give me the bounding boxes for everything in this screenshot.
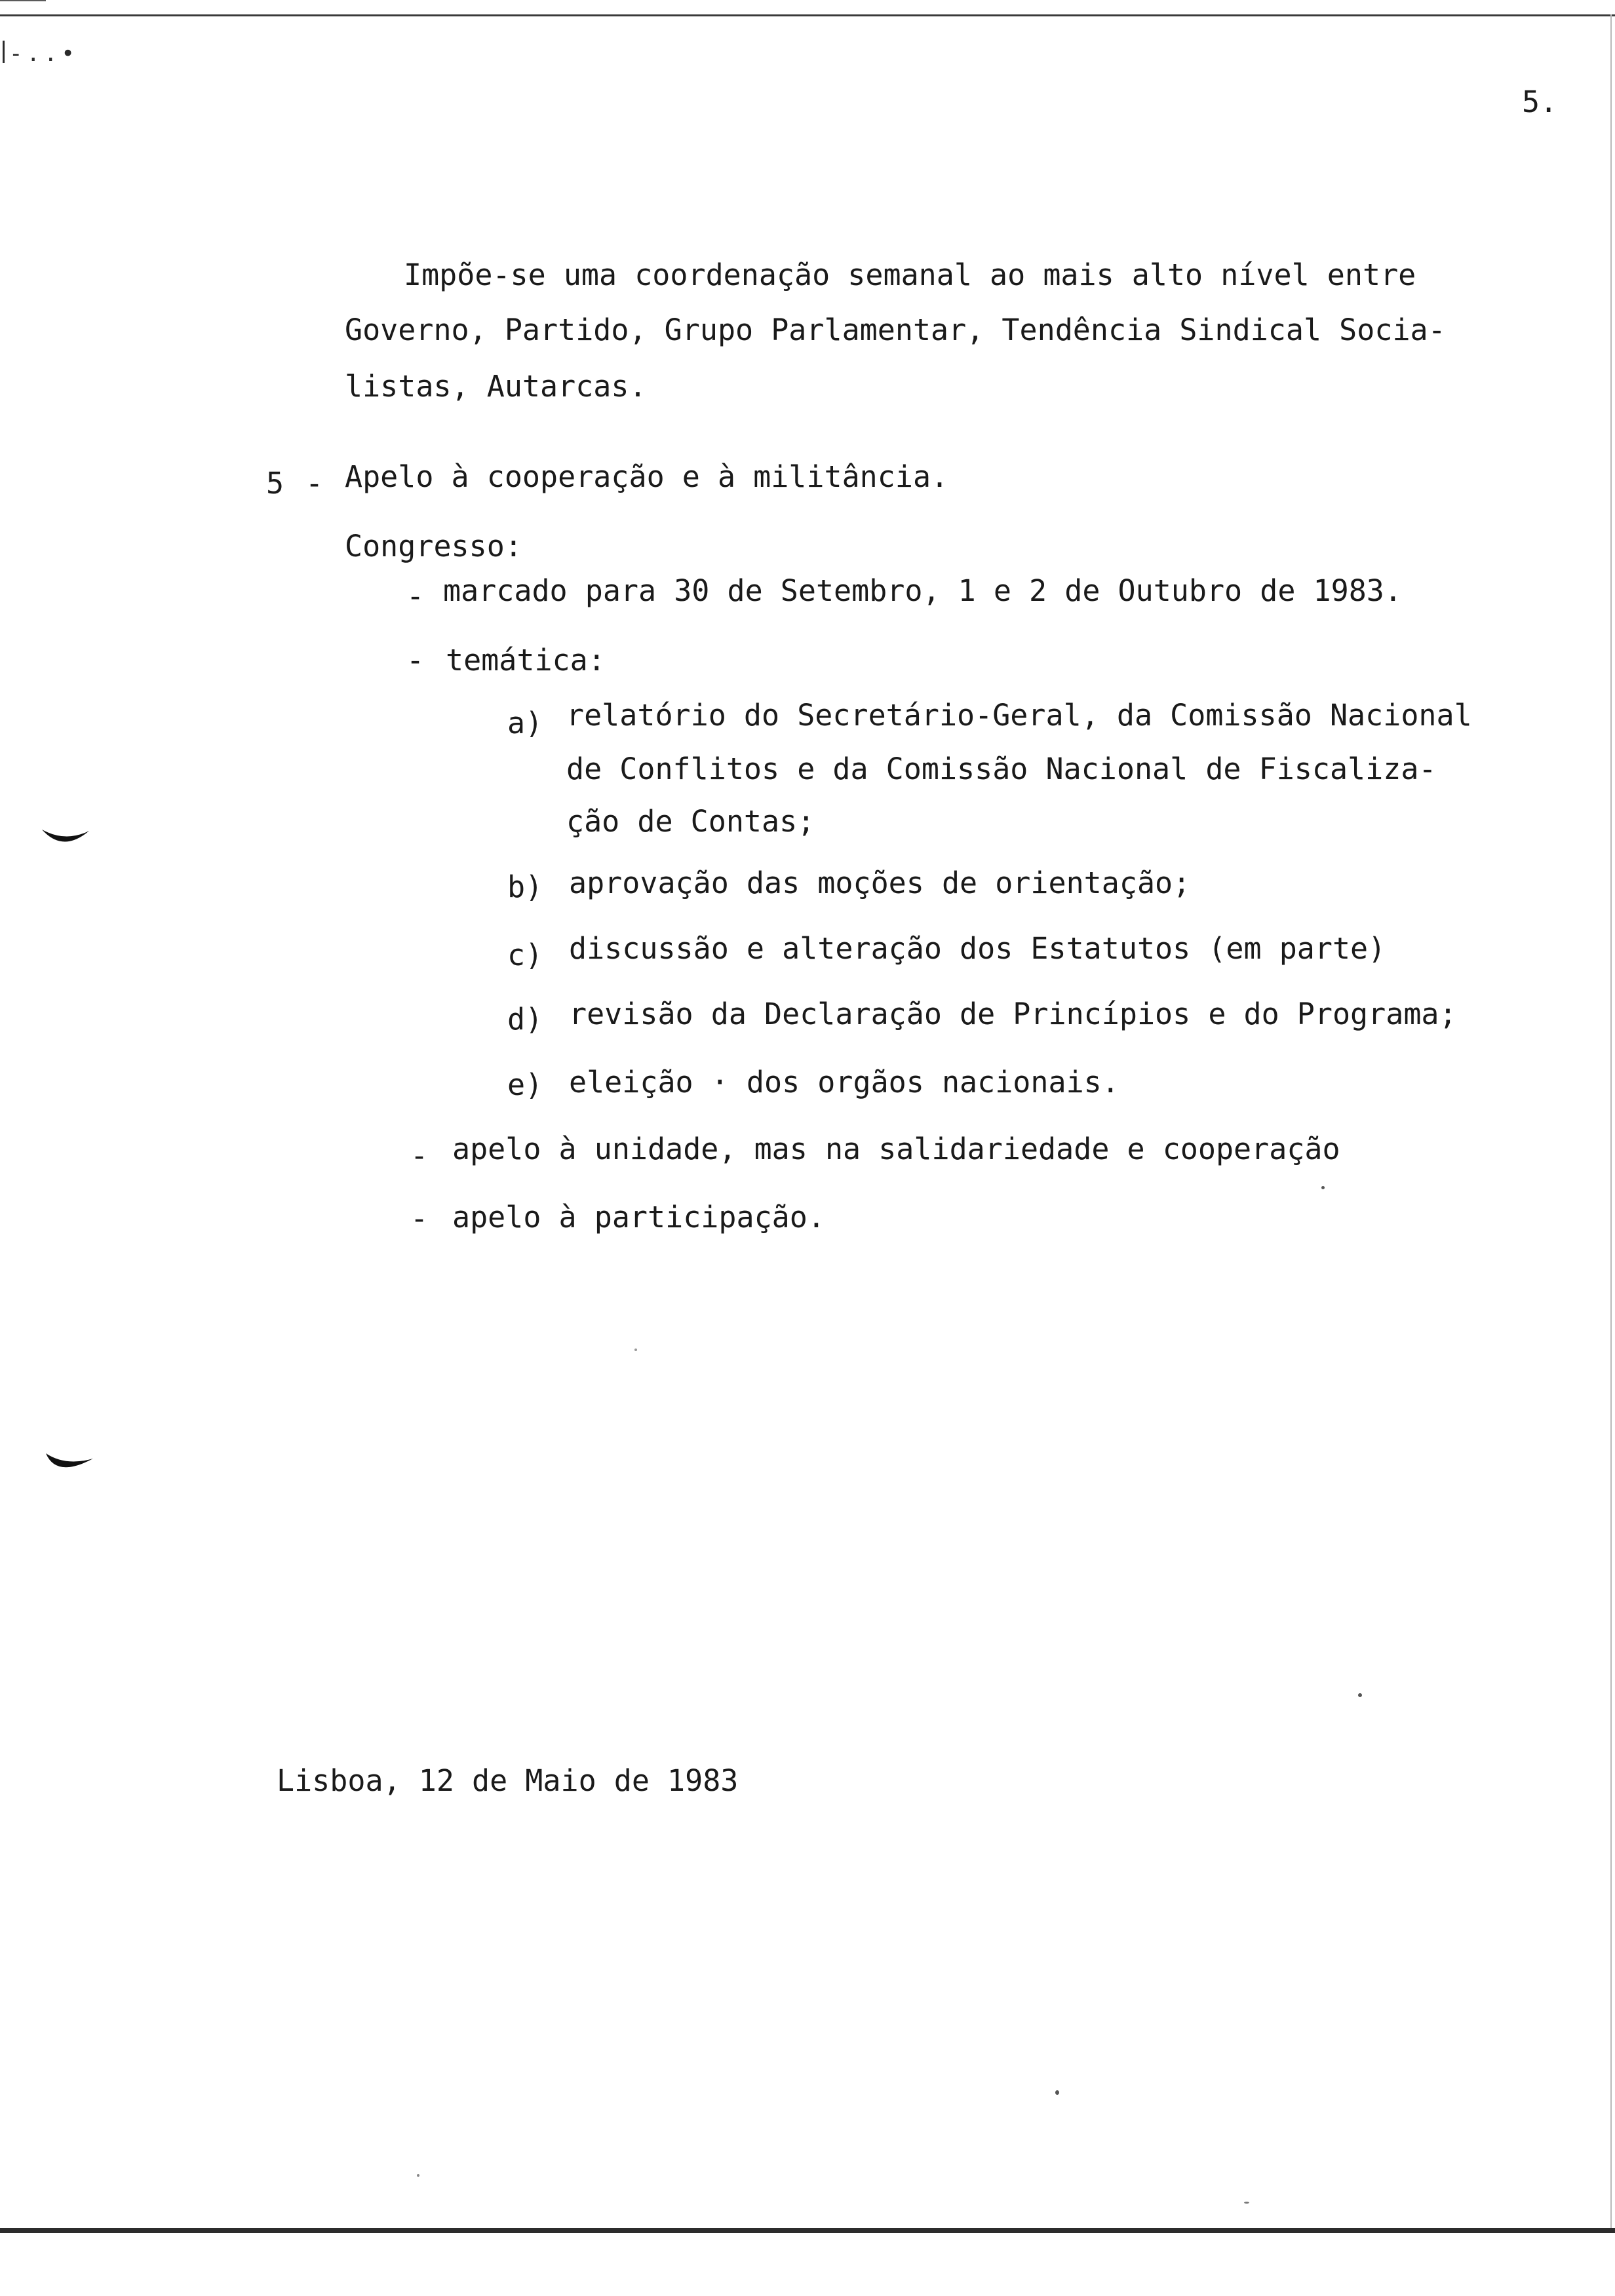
scan-speck <box>417 2174 419 2177</box>
bullet-dash: - <box>410 1138 429 1173</box>
section-dash: - <box>305 466 324 501</box>
topic-d: revisão da Declaração de Princípios e do Programa; <box>569 997 1457 1031</box>
list-marker-b: b) <box>507 870 543 904</box>
intro-paragraph-line: Impõe-se uma coordenação semanal ao mais alto nível entre <box>404 258 1416 292</box>
topic-a-line: relatório do Secretário-Geral, da Comissão Nacional <box>566 698 1472 733</box>
congresso-label: Congresso: <box>345 529 522 564</box>
scan-speck <box>634 1349 637 1351</box>
scan-speck <box>1321 1186 1325 1189</box>
scan-speck <box>1358 1693 1362 1697</box>
scan-edge-top <box>0 14 1615 16</box>
bullet-dash: - <box>406 579 425 613</box>
list-marker-e: e) <box>507 1067 543 1102</box>
topic-a-line: ção de Contas; <box>566 804 815 839</box>
topic-a-line: de Conflitos e da Comissão Nacional de Fiscaliza- <box>566 752 1437 786</box>
bullet-participacao: apelo à participação. <box>452 1200 825 1234</box>
scan-edge-bottom <box>0 2228 1615 2233</box>
topic-b: aprovação das moções de orientação; <box>569 866 1191 900</box>
bullet-marcado: marcado para 30 de Setembro, 1 e 2 de Outubro de 1983. <box>443 573 1402 608</box>
list-marker-c: c) <box>507 938 543 972</box>
bullet-unidade: apelo à unidade, mas na salidariedade e cooperação <box>452 1132 1340 1166</box>
bullet-dash: - <box>410 1201 429 1236</box>
scan-edge-top-left <box>0 0 46 1</box>
list-marker-a: a) <box>507 706 543 740</box>
scan-mark: -..• <box>9 41 79 67</box>
bullet-dash: - <box>406 643 425 678</box>
punch-hole-mark <box>39 826 92 852</box>
scan-edge-left-tick <box>3 41 5 63</box>
section-heading: Apelo à cooperação e à militância. <box>345 459 949 494</box>
topic-e: eleição · dos orgãos nacionais. <box>569 1065 1119 1100</box>
intro-paragraph-line: listas, Autarcas. <box>345 369 647 404</box>
list-marker-d: d) <box>507 1002 543 1037</box>
scan-edge-right <box>1610 14 1612 2228</box>
bullet-tematica: temática: <box>446 643 606 678</box>
page-number: 5. <box>1522 85 1558 119</box>
place-date: Lisboa, 12 de Maio de 1983 <box>277 1763 739 1798</box>
section-number: 5 <box>266 466 284 501</box>
topic-c: discussão e alteração dos Estatutos (em parte) <box>569 931 1386 966</box>
punch-hole-mark <box>43 1452 96 1478</box>
scan-speck <box>1055 2090 1059 2095</box>
scan-speck <box>1244 2202 1249 2204</box>
intro-paragraph-line: Governo, Partido, Grupo Parlamentar, Tendência Sindical Socia- <box>345 313 1446 347</box>
